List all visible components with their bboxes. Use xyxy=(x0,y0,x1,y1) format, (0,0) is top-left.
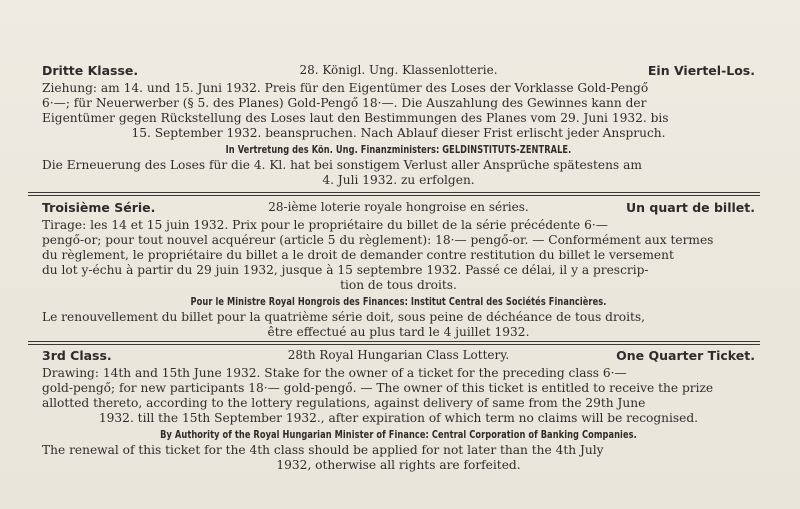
french-draw-line: du lot y-échu à partir du 29 juin 1932, jusque à 15 septembre 1932. Passé ce délai, il y a prescrip- xyxy=(42,263,649,277)
english-section xyxy=(42,348,755,473)
german-fraction: Ein Viertel-Los. xyxy=(647,63,755,78)
english-renewal-text xyxy=(42,443,755,473)
german-draw-line: 15. September 1932. beanspruchen. Nach Ablauf dieser Frist erlischt jeder Anspruch. xyxy=(131,126,666,140)
german-draw-line: Ziehung: am 14. und 15. Juni 1932. Preis für den Eigentümer des Loses der Vorklasse Gold-Pengő xyxy=(42,81,649,95)
french-class-name: Troisième Série. xyxy=(42,200,156,215)
english-authority: By Authority of the Royal Hungarian Minister of Finance: Central Corporation of Banking Companies. xyxy=(160,429,637,441)
french-lottery-name: 28-ième loterie royale hongroise en séries. xyxy=(268,200,529,214)
english-draw-text xyxy=(42,366,755,426)
french-fraction: Un quart de billet. xyxy=(626,200,755,215)
french-renewal-line: Le renouvellement du billet pour la quatrième série doit, sous peine de déchéance de tous droits, xyxy=(42,310,646,324)
french-header xyxy=(42,200,755,218)
french-draw-line: du règlement, le propriétaire du billet a le droit de demander contre restitution du billet le versement xyxy=(42,248,674,262)
english-draw-line: 1932. till the 15th September 1932., after expiration of which term no claims will be recognised. xyxy=(98,411,699,425)
english-draw-line: gold-pengő; for new participants 18·— gold-pengő. — The owner of this ticket is entitled to receive the prize xyxy=(42,381,714,395)
german-draw-line: Eigentümer gegen Rückstellung des Loses laut den Bestimmungen des Planes vom 29. Juni 1932. bis xyxy=(42,111,669,125)
french-authority: Pour le Ministre Royal Hongrois des Finances: Institut Central des Sociétés Financières. xyxy=(190,296,607,308)
french-renewal-text xyxy=(42,310,755,340)
section-divider xyxy=(28,341,760,345)
english-draw-line: allotted thereto, according to the lottery regulations, against delivery of same from the 29th June xyxy=(42,396,646,410)
german-renewal-line: Die Erneuerung des Loses für die 4. Kl. hat bei sonstigem Verlust aller Ansprüche spätestens am xyxy=(42,158,642,172)
german-draw-line: 6·—; für Neuerwerber (§ 5. des Planes) Gold-Pengő 18·—. Die Auszahlung des Gewinnes kann der xyxy=(42,96,647,110)
german-draw-text xyxy=(42,81,755,141)
section-divider xyxy=(28,192,760,196)
german-class-name: Dritte Klasse. xyxy=(42,63,139,78)
german-section xyxy=(42,63,755,188)
french-draw-line: pengő-or; pour tout nouvel acquéreur (article 5 du règlement): 18·— pengő-or. — Conformément aux termes xyxy=(42,233,714,247)
english-renewal-line: The renewal of this ticket for the 4th class should be applied for not later than the 4th July xyxy=(42,443,604,457)
english-class-name: 3rd Class. xyxy=(42,348,112,363)
french-draw-line: Tirage: les 14 et 15 juin 1932. Prix pour le propriétaire du billet de la série précédente 6·— xyxy=(42,218,608,232)
english-renewal-line: 1932, otherwise all rights are forfeited. xyxy=(276,458,521,472)
french-renewal-line: être effectué au plus tard le 4 juillet 1932. xyxy=(267,325,530,339)
french-draw-line: tion de tous droits. xyxy=(340,278,457,292)
german-header xyxy=(42,63,755,81)
german-renewal-text xyxy=(42,158,755,188)
english-draw-line: Drawing: 14th and 15th June 1932. Stake for the owner of a ticket for the preceding class 6·— xyxy=(42,366,627,380)
english-header xyxy=(42,348,755,366)
german-lottery-name: 28. Königl. Ung. Klassenlotterie. xyxy=(299,63,498,77)
french-section xyxy=(42,200,755,340)
german-renewal-line: 4. Juli 1932. zu erfolgen. xyxy=(322,173,475,187)
german-authority: In Vertretung des Kön. Ung. Finanzministers: GELDINSTITUTS-ZENTRALE. xyxy=(225,144,572,156)
english-fraction: One Quarter Ticket. xyxy=(616,348,755,363)
french-draw-text xyxy=(42,218,755,293)
english-lottery-name: 28th Royal Hungarian Class Lottery. xyxy=(287,348,510,362)
